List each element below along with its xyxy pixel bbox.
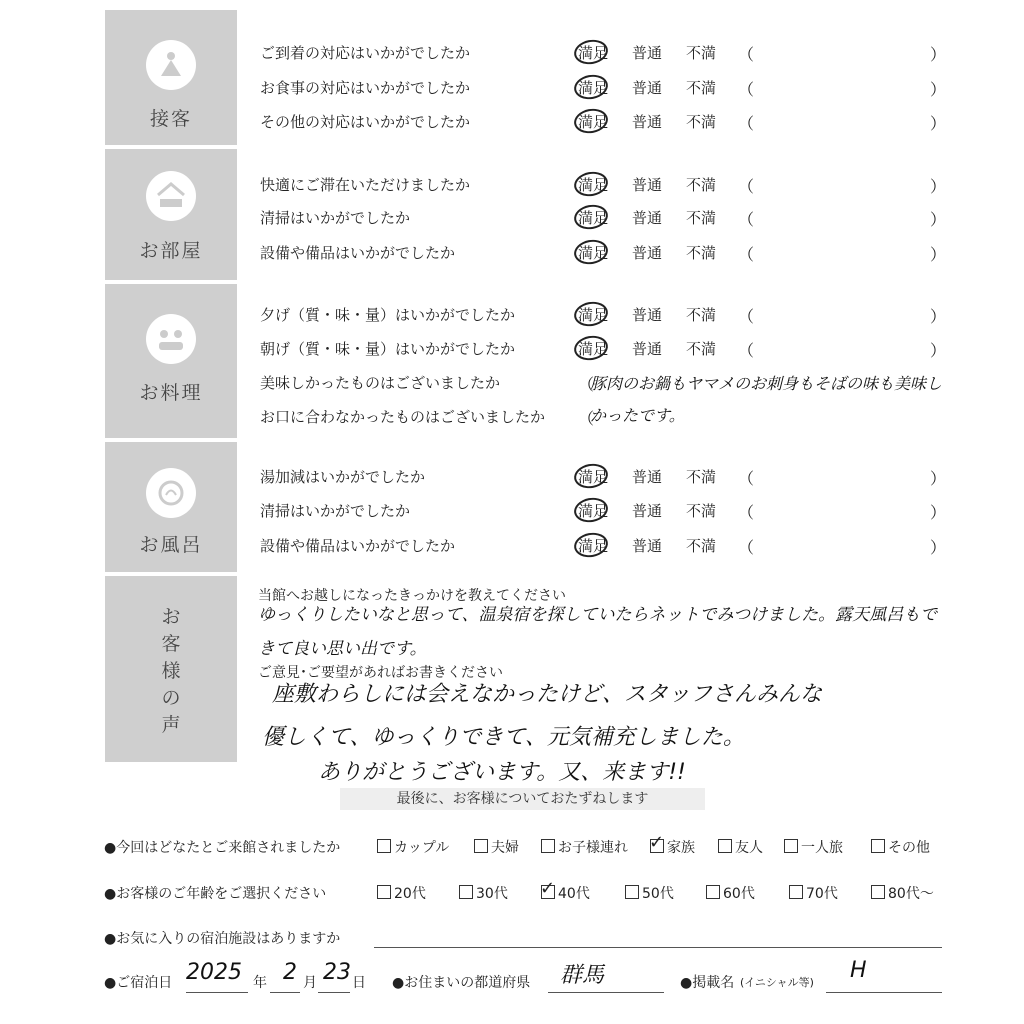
- paren-open: （: [738, 210, 755, 229]
- paren-open: （: [738, 177, 755, 196]
- choice-label: 一人旅: [801, 840, 843, 856]
- stay-month-unit: 月: [303, 975, 317, 991]
- question-other-service: その他の対応はいかがでしたか: [260, 113, 471, 131]
- choice-label: 家族: [667, 840, 695, 856]
- choice-label: お子様連れ: [558, 840, 628, 856]
- paren-close: ）: [930, 341, 947, 360]
- choice-label: 80代〜: [888, 886, 934, 902]
- paren-close: ）: [930, 469, 947, 488]
- option-normal[interactable]: 普通: [632, 79, 663, 97]
- check-mark-icon: ✓: [649, 832, 665, 853]
- option-normal[interactable]: 普通: [632, 113, 663, 131]
- paren-open: （: [738, 469, 755, 488]
- food-icon: [146, 314, 196, 364]
- section-label-food: お料理: [139, 382, 203, 404]
- section-label-bath: お風呂: [139, 534, 203, 556]
- paren-open: （: [738, 245, 755, 264]
- option-normal[interactable]: 普通: [632, 468, 663, 486]
- service-icon: [146, 40, 196, 90]
- paren-open: （: [738, 307, 755, 326]
- paren-open: （: [738, 114, 755, 133]
- checkbox[interactable]: [649, 832, 665, 853]
- age-choice[interactable]: [625, 883, 674, 903]
- question-bath-cleaning: 清掃はいかがでしたか: [260, 502, 411, 520]
- residence-label: ●お住まいの都道府県: [392, 975, 531, 991]
- visit-choice[interactable]: [474, 837, 519, 857]
- checkbox[interactable]: [784, 839, 798, 853]
- section-room-bar: [105, 149, 237, 280]
- stay-label: ●ご宿泊日: [104, 975, 173, 991]
- final-section-band: 最後に、お客様についておたずねします: [340, 788, 705, 810]
- section-service-bar: [105, 10, 237, 145]
- paren-open: （: [738, 45, 755, 64]
- section-label-service: 接客: [149, 108, 192, 130]
- age-choice[interactable]: [871, 883, 934, 903]
- stay-day-unit: 日: [352, 975, 366, 991]
- publish-value: H: [850, 958, 867, 983]
- handwritten-request-2: 優しくて、ゆっくりできて、元気補充しました。: [262, 725, 745, 750]
- visit-choice[interactable]: [718, 837, 763, 857]
- stay-month-line: [270, 992, 300, 993]
- option-satisfied[interactable]: 満足: [578, 244, 609, 262]
- residence-value: 群馬: [560, 963, 605, 988]
- stay-year-line: [186, 992, 248, 993]
- question-not-to-taste: お口に合わなかったものはございましたか: [260, 408, 546, 426]
- visit-choice[interactable]: [649, 832, 695, 857]
- option-unsatisfied[interactable]: 不満: [686, 306, 717, 324]
- publish-label: ●掲載名: [680, 975, 735, 991]
- stay-month: 2: [283, 960, 297, 985]
- question-room-cleaning: 清掃はいかがでしたか: [260, 209, 411, 227]
- handwritten-reason-1: ゆっくりしたいなと思って、温泉宿を探していたらネットでみつけました。露天風呂もできて良い思い出です。: [258, 605, 938, 659]
- option-satisfied[interactable]: 満足: [578, 537, 609, 555]
- option-unsatisfied[interactable]: 不満: [686, 340, 717, 358]
- checkbox[interactable]: [625, 885, 639, 899]
- choice-label: 20代: [394, 886, 426, 902]
- option-normal[interactable]: 普通: [632, 209, 663, 227]
- age-question: ●お客様のご年齢をご選択ください: [104, 886, 327, 902]
- room-icon: [146, 171, 196, 221]
- paren-close: ）: [930, 503, 947, 522]
- age-choice[interactable]: [706, 883, 755, 903]
- checkbox[interactable]: [871, 885, 885, 899]
- option-satisfied[interactable]: 満足: [578, 176, 609, 194]
- paren-open: （: [738, 80, 755, 99]
- favorite-question: ●お気に入りの宿泊施設はありますか: [104, 931, 341, 947]
- bath-icon: [146, 468, 196, 518]
- handwritten-request-3: ありがとうございます。又、来ます!!: [318, 760, 686, 785]
- checkbox[interactable]: [540, 878, 556, 899]
- option-unsatisfied[interactable]: 不満: [686, 113, 717, 131]
- paren-open: （: [738, 538, 755, 557]
- question-delicious: 美味しかったものはございましたか: [260, 374, 501, 392]
- visit-choice[interactable]: [784, 837, 843, 857]
- age-choice[interactable]: [789, 883, 838, 903]
- option-satisfied[interactable]: 満足: [578, 502, 609, 520]
- choice-label: 70代: [806, 886, 838, 902]
- option-unsatisfied[interactable]: 不満: [686, 537, 717, 555]
- visit-choice[interactable]: [541, 837, 628, 857]
- stay-day: 23: [323, 960, 351, 985]
- choice-label: 50代: [642, 886, 674, 902]
- handwritten-request-1: 座敷わらしには会えなかったけど、スタッフさんみんな: [272, 682, 823, 707]
- stay-day-line: [318, 992, 350, 993]
- option-satisfied[interactable]: 満足: [578, 468, 609, 486]
- option-satisfied[interactable]: 満足: [578, 79, 609, 97]
- prompt-reason: 当館へお越しになったきっかけを教えてください: [258, 588, 566, 604]
- question-meal-service: お食事の対応はいかがでしたか: [260, 79, 471, 97]
- choice-label: カップル: [394, 840, 450, 856]
- check-mark-icon: ✓: [540, 878, 556, 899]
- option-unsatisfied[interactable]: 不満: [686, 244, 717, 262]
- option-normal[interactable]: 普通: [632, 244, 663, 262]
- choice-label: 60代: [723, 886, 755, 902]
- visit-question: ●今回はどなたとご来館されましたか: [104, 840, 341, 856]
- visit-choice[interactable]: [377, 837, 449, 857]
- publish-line: [826, 992, 942, 993]
- option-normal[interactable]: 普通: [632, 176, 663, 194]
- paren-close: ）: [930, 45, 947, 64]
- choice-label: 友人: [735, 840, 763, 856]
- checkbox[interactable]: [377, 839, 391, 853]
- checkbox[interactable]: [541, 839, 555, 853]
- option-unsatisfied[interactable]: 不満: [686, 468, 717, 486]
- checkbox[interactable]: [706, 885, 720, 899]
- stay-year-unit: 年: [253, 975, 267, 991]
- question-bath-equipment: 設備や備品はいかがでしたか: [260, 537, 456, 555]
- option-normal[interactable]: 普通: [632, 44, 663, 62]
- question-room-equipment: 設備や備品はいかがでしたか: [260, 244, 456, 262]
- checkbox[interactable]: [871, 839, 885, 853]
- section-voice-bar: [105, 576, 237, 762]
- question-arrival: ご到着の対応はいかがでしたか: [260, 44, 471, 62]
- checkbox[interactable]: [718, 839, 732, 853]
- paren-close: ）: [930, 307, 947, 326]
- paren-open: （: [578, 409, 595, 428]
- paren-close: ）: [930, 538, 947, 557]
- section-bath-bar: [105, 442, 237, 572]
- option-satisfied[interactable]: 満足: [578, 44, 609, 62]
- paren-close: ）: [930, 245, 947, 264]
- checkbox[interactable]: [789, 885, 803, 899]
- age-choice[interactable]: [377, 883, 426, 903]
- choice-label: 夫婦: [491, 840, 519, 856]
- option-normal[interactable]: 普通: [632, 502, 663, 520]
- question-comfort: 快適にご滞在いただけましたか: [260, 176, 471, 194]
- handwritten-food-comment-1: 豚肉のお鍋もヤマメのお刺身もそばの味も美味しかったです。: [590, 374, 943, 425]
- stay-year: 2025: [186, 960, 242, 985]
- choice-label: 40代: [558, 886, 590, 902]
- paren-close: ）: [930, 210, 947, 229]
- question-breakfast: 朝げ（質・味・量）はいかがでしたか: [260, 340, 516, 358]
- option-normal[interactable]: 普通: [632, 306, 663, 324]
- prompt-request: ご意見･ご要望があればお書きください: [258, 665, 503, 681]
- option-satisfied[interactable]: 満足: [578, 209, 609, 227]
- age-choice[interactable]: [540, 878, 590, 903]
- option-satisfied[interactable]: 満足: [578, 113, 609, 131]
- paren-open: （: [578, 375, 595, 394]
- paren-close: ）: [930, 114, 947, 133]
- section-label-voice: お客様の声: [161, 606, 181, 736]
- choice-label: 30代: [476, 886, 508, 902]
- checkbox[interactable]: [377, 885, 391, 899]
- paren-open: （: [738, 341, 755, 360]
- question-dinner: 夕げ（質・味・量）はいかがでしたか: [260, 306, 516, 324]
- section-label-room: お部屋: [139, 240, 203, 262]
- option-unsatisfied[interactable]: 不満: [686, 176, 717, 194]
- age-choice[interactable]: [459, 883, 508, 903]
- option-normal[interactable]: 普通: [632, 340, 663, 358]
- paren-open: （: [738, 503, 755, 522]
- paren-close: ）: [930, 177, 947, 196]
- option-normal[interactable]: 普通: [632, 537, 663, 555]
- checkbox[interactable]: [474, 839, 488, 853]
- option-unsatisfied[interactable]: 不満: [686, 79, 717, 97]
- section-food-bar: [105, 284, 237, 438]
- option-satisfied[interactable]: 満足: [578, 306, 609, 324]
- choice-label: その他: [888, 840, 930, 856]
- option-unsatisfied[interactable]: 不満: [686, 209, 717, 227]
- option-unsatisfied[interactable]: 不満: [686, 502, 717, 520]
- paren-close: ）: [930, 80, 947, 99]
- publish-note: (イニシャル等): [740, 976, 814, 989]
- visit-choice[interactable]: [871, 837, 930, 857]
- checkbox[interactable]: [459, 885, 473, 899]
- question-water-temp: 湯加減はいかがでしたか: [260, 468, 426, 486]
- option-satisfied[interactable]: 満足: [578, 340, 609, 358]
- option-unsatisfied[interactable]: 不満: [686, 44, 717, 62]
- favorite-answer-line[interactable]: [374, 947, 942, 948]
- residence-line: [548, 992, 664, 993]
